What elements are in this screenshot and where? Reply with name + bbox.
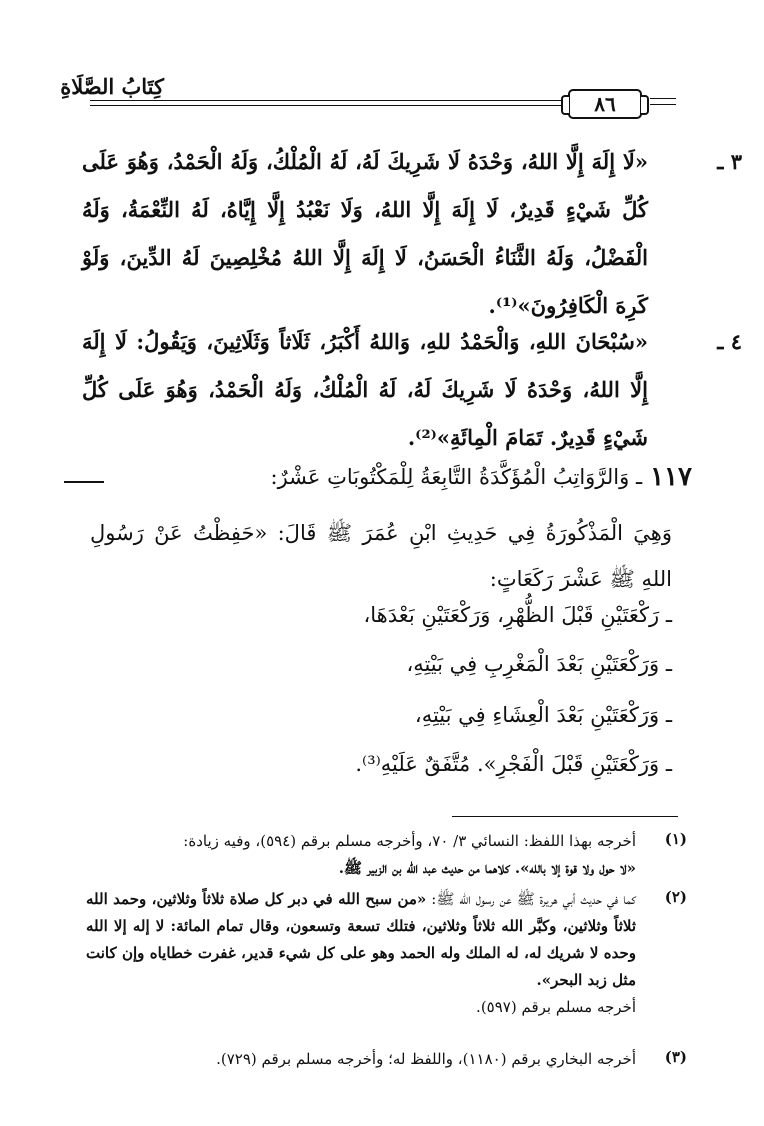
list-item: ـ رَكْعَتَيْنِ قَبْلَ الظُّهْرِ، وَرَكْعَتَيْنِ بَعْدَهَا، bbox=[363, 603, 672, 627]
footnote-text: أخرجه البخاري برقم (١١٨٠)، واللفظ له؛ وأخرجه مسلم برقم (٧٢٩). bbox=[216, 1050, 636, 1068]
hadith-intro bbox=[90, 510, 672, 602]
page-number: ٨٦ bbox=[594, 92, 616, 116]
footnote-quote: «لا حول ولا قوة إلا بالله». كلاهما من حديث عبد الله بن الزبير ﷺ. bbox=[338, 859, 636, 877]
dhikr-text: «لَا إِلَهَ إِلَّا اللهُ، وَحْدَهُ لَا شَرِيكَ لَهُ، لَهُ الْمُلْكُ، وَلَهُ الْحَمْدُ، وَهُوَ عَلَى كُلِّ شَيْءٍ قَدِيرٌ، لَا إِلَهَ إِلَّا اللهُ، وَلَا نَعْبُدُ إِلَّا إِيَّاهُ، لَهُ النِّعْمَةُ، وَلَهُ الْفَضْلُ، وَلَهُ الثَّنَاءُ الْحَسَنُ، لَا إِلَهَ إِلَّا اللهُ مُخْلِصِينَ لَهُ الدِّينَ، وَلَوْ كَرِهَ الْكَافِرُونَ»⁽¹⁾. bbox=[82, 149, 648, 318]
footnote-text: أخرجه بهذا اللفظ: النسائي ٣/ ٧٠، وأخرجه مسلم برقم (٥٩٤)، وفيه زيادة: bbox=[183, 832, 636, 850]
list-item: ـ وَرَكْعَتَيْنِ قَبْلَ الْفَجْرِ». مُتَّفَقٌ عَلَيْهِ⁽³⁾. bbox=[355, 752, 672, 776]
footnote-number: (٣) bbox=[664, 1048, 687, 1066]
footnote-quote: «من سبح الله في دبر كل صلاة ثلاثاً وثلاثين، وحمد الله ثلاثاً وثلاثين، وكبَّر الله ثلاثاً وثلاثين، فتلك تسعة وتسعون، وقال تمام المائة: لا إله إلا الله وحده لا شريك له، له الملك وله الحمد وهو على كل شيء قدير، غفرت خطاياه وإن كانت مثل زبد البحر». bbox=[86, 890, 636, 989]
dhikr-paragraph bbox=[82, 138, 648, 330]
section-ornament bbox=[64, 481, 104, 483]
section-number: ١١٧ bbox=[650, 462, 692, 492]
item-number: ٣ ـ bbox=[717, 149, 742, 174]
book-title: كِتَابُ الصَّلَاةِ bbox=[60, 74, 164, 99]
footnote bbox=[86, 886, 636, 1021]
footnote-source: أخرجه مسلم برقم (٥٩٧). bbox=[476, 998, 636, 1016]
header-ornament bbox=[650, 98, 676, 105]
footnote-text: كما في حديث أبي هريرة ﷺ عن رسول الله ﷺ: bbox=[431, 890, 636, 908]
header-rule bbox=[90, 100, 624, 101]
list-item: ـ وَرَكْعَتَيْنِ بَعْدَ الْعِشَاءِ فِي بَيْتِهِ، bbox=[414, 703, 672, 727]
header-rule bbox=[90, 105, 624, 106]
dhikr-text: «سُبْحَانَ اللهِ، وَالْحَمْدُ للهِ، وَاللهُ أَكْبَرُ، ثَلَاثاً وَثَلَاثِينَ، وَيَقُولُ: لَا إِلَهَ إِلَّا اللهُ، وَحْدَهُ لَا شَرِيكَ لَهُ، لَهُ الْمُلْكُ، وَلَهُ الْحَمْدُ، وَهُوَ عَلَى كُلِّ شَيْءٍ قَدِيرٌ. تَمَامَ الْمِائَةِ»⁽²⁾. bbox=[82, 329, 648, 450]
footnote-number: (٢) bbox=[664, 888, 687, 906]
dhikr-paragraph bbox=[82, 318, 648, 462]
list-item: ـ وَرَكْعَتَيْنِ بَعْدَ الْمَغْرِبِ فِي بَيْتِهِ، bbox=[406, 652, 672, 676]
footnote-separator bbox=[452, 816, 678, 817]
hadith-intro-text: وَهِيَ الْمَذْكُورَةُ فِي حَدِيثِ ابْنِ عُمَرَ ﷺ قَالَ: «حَفِظْتُ عَنْ رَسُولِ اللهِ ﷺ عَشْرَ رَكَعَاتٍ: bbox=[90, 521, 672, 591]
footnote bbox=[86, 1046, 636, 1073]
section-heading bbox=[271, 462, 693, 492]
footnote bbox=[86, 828, 636, 882]
item-number: ٤ ـ bbox=[717, 329, 742, 354]
footnote-number: (١) bbox=[664, 830, 687, 848]
section-title: ـ وَالرَّوَاتِبُ الْمُؤَكَّدَةُ التَّابِعَةُ لِلْمَكْتُوبَاتِ عَشْرٌ: bbox=[270, 465, 643, 489]
page-number-badge bbox=[568, 89, 642, 119]
